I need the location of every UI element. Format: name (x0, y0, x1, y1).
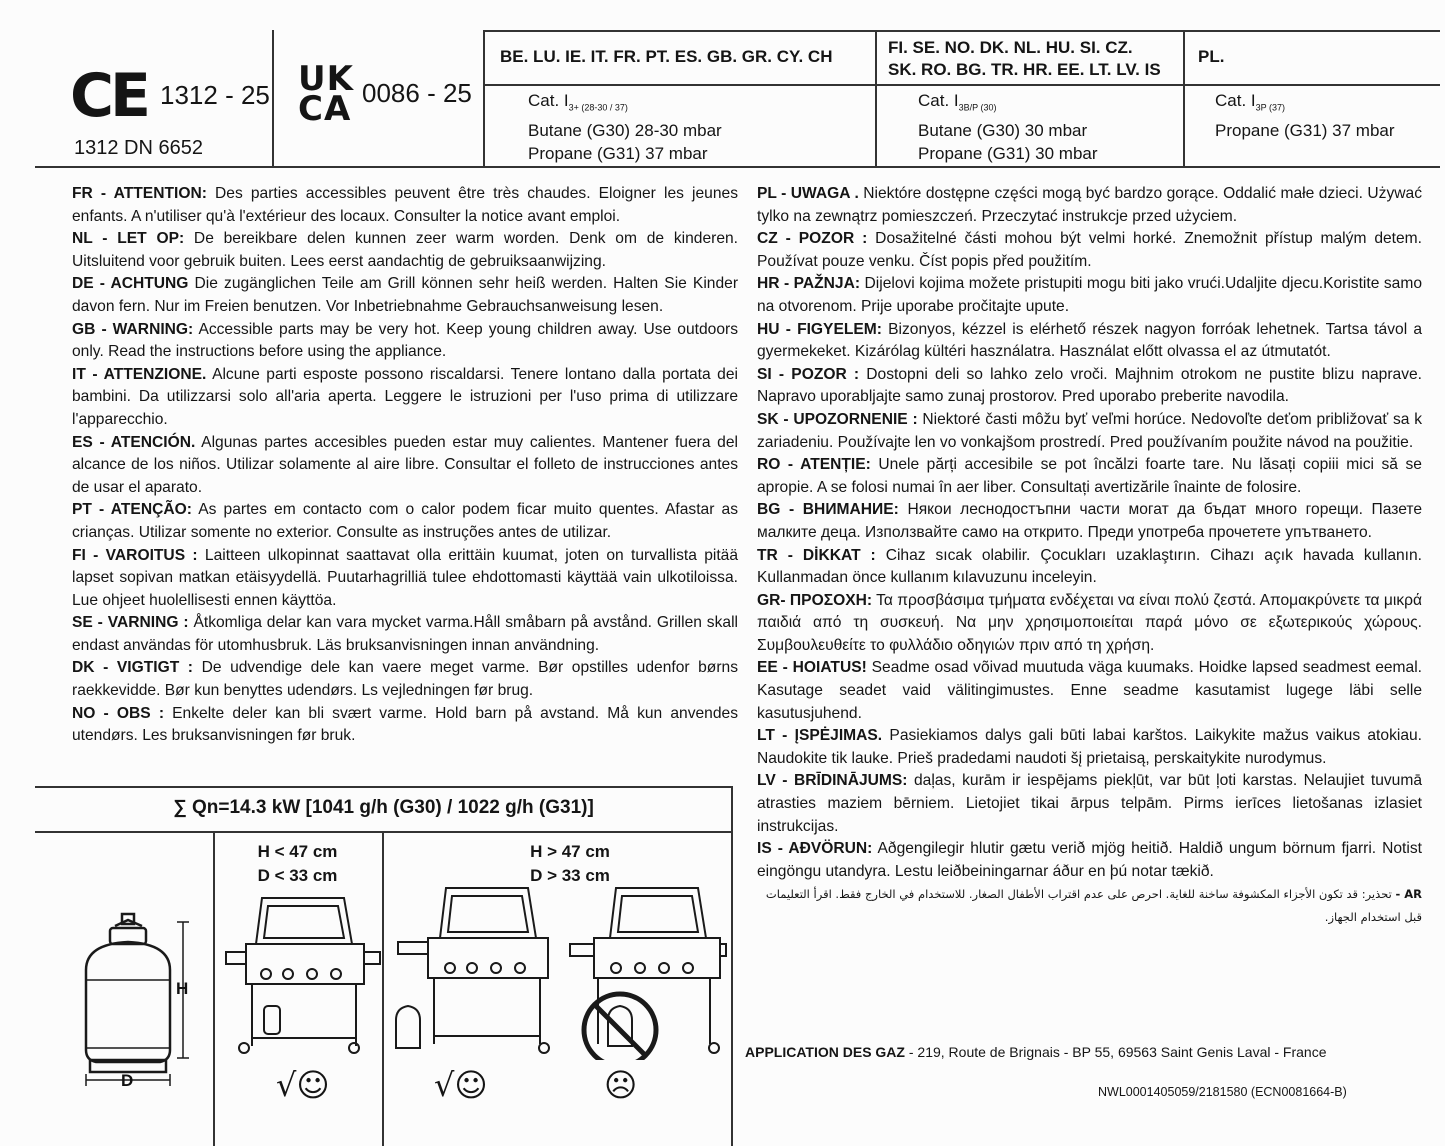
manufacturer: APPLICATION DES GAZ - 219, Route de Brignais - BP 55, 69563 Saint Genis Laval - France (745, 1044, 1327, 1060)
grill-cylinder-inside-illustration (222, 888, 382, 1058)
warning-cz: CZ - POZOR : Dosažitelné části mohou být velmi horké. Znemožnit přístup malým detem. Používat pouze venku. Číst popis před použitím. (757, 230, 1422, 270)
warning-ar: AR - تحذير: قد تكون الأجزاء المكشوفة ساخنة للغاية. احرص على عدم اقتراب الأطفال الصغار. للاستخدام في الخارج فقط. اقرأ التعليمات قبل استخدام الجهاز. (765, 887, 1422, 924)
warning-pl: PL - UWAGA . Niektóre dostępne części mogą być bardzo gorące. Oddalić małe dzieci. Używać tylko na zewnątrz pomieszczeń. Przeczytać instrukcje przed użyciem. (757, 185, 1423, 225)
ce-mark: CE (70, 61, 148, 131)
warning-de: DE - ACHTUNG Die zugänglichen Teile am Grill können sehr heiß werden. Halten Sie Kinder davon fern. Nur im Freien benutzen. Vor Inbetriebnahme Gebrauchsanweisung lesen. (72, 275, 739, 315)
grill-forbidden-illustration (564, 880, 730, 1060)
warning-hu: HU - FIGYELEM: Bizonyos, kézzel is elérhető részek nagyon forróak lehetnek. Tartsa távol a gyermekeket. Kizárólag kültéri használatra. Használat előtt olvassa el az útmutatót. (757, 320, 1423, 361)
warning-fr: FR - ATTENTION: Des parties accessibles peuvent être très chaudes. Eloigner les jeunes enfants. A n'utiliser qu'à l'extérieur des locaux. Consulter la notice avant emploi. (72, 185, 738, 225)
gas-countries-2: FI. SE. NO. DK. NL. HU. SI. CZ. SK. RO. BG. TR. HR. EE. LT. LV. IS (888, 38, 1161, 79)
ce-code: 1312 DN 6652 (74, 137, 203, 159)
warnings-left (72, 183, 738, 748)
warning-it: IT - ATTENZIONE. Alcune parti esposte possono riscaldarsi. Tenere lontano dalla portata dei bambini. Da utilizzarsi solo all'aria aperta. Leggere le istruzioni per l'uso prima di utilizzare l'apparecchio. (72, 365, 738, 428)
warning-lt: LT - ĮSPĖJIMAS. Pasiekiamos dalys gali būti labai karštos. Laikykite mažus vaikus atokiau. Naudokite tik lauke. Prieš pradedami naudoti šį prietaisą, perskaitykite nurodymus. (757, 727, 1423, 767)
gas-countries-3: PL. (1198, 47, 1225, 66)
warning-lv: LV - BRĪDINĀJUMS: daļas, kurām ir iespējams piekļūt, var būt ļoti karstas. Nelaujiet tuvumā atrasties maziem bērniem. Lietojiet tikai ārpus telpām. Pirms ierīces lietošanas izlasiet instrukcijas. (757, 772, 1422, 835)
ukca-number: 0086 - 25 (362, 78, 472, 108)
warning-se: SE - VARNING : Åtkomliga delar kan vara mycket varma.Håll småbarn på avstånd. Grillen skall endast användas för utomhusbruk. Läs bruksanvisningen innan användning. (72, 614, 738, 654)
warnings-right (757, 183, 1422, 929)
warning-hr: HR - PAŽNJA: Dijelovi kojima možete pristupiti mogu biti jako vrući.Udaljite djecu.Koristite samo na otvorenom. Prije uporabe pročitajte upute. (757, 275, 1422, 315)
warning-sk: SK - UPOZORNENIE : Niektoré časti môžu byť veľmi horúce. Nedovoľte deťom približovať sa k zariadeniu. Používajte len vo vonkajšom prostredí. Pred používaním použite návod na použitie. (757, 410, 1422, 451)
gas-category-3: Cat. $I_{3P (37)}$ Propane (G31) 37 mbar (1215, 91, 1395, 141)
diameter-label: D (121, 1071, 134, 1090)
warning-ro: RO - ATENȚIE: Unele părți accesibile se pot încălzi foarte tare. Nu lăsați copiii mici să se apropie. A se folosi numai în aer liber. Consultați avertizările înainte de folosire. (757, 456, 1422, 496)
gas-category-1: Cat. $I_{3+ (28-30 / 37)}$ Butane (G30) 28-30 mbar Propane (G31) 37 mbar (528, 91, 722, 164)
height-label: H (176, 979, 189, 998)
warning-pt: PT - ATENÇÃO: As partes em contacto com o calor podem ficar muito quentes. Afastar as crianças. Utilizar somente no exterior. Consulte as instruções antes de utilizar. (72, 501, 738, 541)
allowed-symbol-small: √☺ (276, 1066, 330, 1104)
gas-cylinder-illustration (70, 910, 210, 1100)
warning-dk: DK - VIGTIGT : De udvendige dele kan vaere meget varme. Bør opstilles udenfor børns raekkevidde. Bør kun benyttes udendørs. Ls vejledningen før brug. (72, 659, 738, 700)
reference-code: NWL0001405059/2181580 (ECN0081664-B) (1098, 1085, 1347, 1099)
large-cylinder-limits: H > 47 cm D > 33 cm (530, 842, 610, 885)
forbidden-symbol: ☹ (604, 1066, 638, 1104)
warning-ee: EE - HOIATUS! Seadme osad võivad muutuda väga kuumaks. Hoidke lapsed seadmest eemal. Kasutage seadet vaid välitingimustes. Enne seadme kasutamist lugege läbi selle kasutusjuhend. (757, 659, 1422, 722)
gas-category-2: Cat. $I_{3B/P (30)}$ Butane (G30) 30 mbar Propane (G31) 30 mbar (918, 91, 1098, 164)
warning-nl: NL - LET OP: De bereikbare delen kunnen zeer warm worden. Denk om de kinderen. Uitsluitend voor gebruik buiten. Lees eerst aandachtig de gebruiksaanwijzing. (72, 230, 738, 270)
allowed-symbol-outside: √☺ (434, 1066, 488, 1104)
warning-bg: BG - ВНИМАНИЕ: Някои леснодостъпни части могат да бъдат много горещи. Пазете малките деца. Използвайте само на открито. Преди употреба прочетете упътването. (757, 501, 1422, 541)
warning-no: NO - OBS : Enkelte deler kan bli svært varme. Hold barn på avstand. Må kun anvendes utendørs. Les bruksanvisningen før bruk. (72, 704, 738, 745)
warning-is: IS - AÐVÖRUN: Aðgengilegir hlutir gætu verið mjög heitið. Haldið ungum börnum fjarri. Notist eingöngu utandyra. Lestu leiðbeiningarnar áður en þú notar tækið. (757, 840, 1422, 880)
warning-tr: TR - DİKKAT : Cihaz sıcak olabilir. Çocukları uzaklaştırın. Cihazı açık havada kullanın. Kullanmadan önce kullanım kılavuzunu inceleyin. (757, 546, 1422, 587)
warning-gr: GR- ΠΡΟΣΟΧΗ: Τα προσβάσιμα τμήματα ενδέχεται να είναι πολύ ζεστά. Απομακρύνετε τα μικρά παιδιά από τη συσκευή. Να μην χρησιμοποιείται παρά μόνο σε εξωτερικούς χώρους. Συμβουλευθείτε το φυλλάδιο οδηγιών πριν από τη χρήση. (757, 591, 1422, 654)
warning-fi: FI - VAROITUS : Laitteen ulkopinnat saattavat olla erittäin kuumat, joten on turvallista pitää lapset sopivan matkan etäisyydellä. Puutarhagrilliä tulee ehdottomasti käyttää vain ulkotiloissa. Lue ohjeet huolellisesti ennen käyttöa. (72, 546, 739, 609)
power-rating: ∑ Qn=14.3 kW [1041 g/h (G30) / 1022 g/h (G31)] (173, 797, 594, 818)
warning-si: SI - POZOR : Dostopni deli so lahko zelo vroči. Majhnim otrokom ne pustite blizu naprave. Napravo uporabljajte samo zunaj prostorov. Pred uporabo preberite navodila. (757, 365, 1423, 406)
ukca-mark: UK CA (298, 59, 354, 129)
warning-es: ES - ATENCIÓN. Algunas partes accesibles pueden estar muy calientes. Mantener fuera del alcance de los niños. Utilizar solamente al aire libre. Consultar el folleto de instrucciones antes de usar el aparato. (72, 433, 738, 496)
small-cylinder-limits: H < 47 cm D < 33 cm (257, 842, 338, 885)
gas-countries-1: BE. LU. IE. IT. FR. PT. ES. GB. GR. CY. CH (500, 47, 833, 66)
warning-gb: GB - WARNING: Accessible parts may be very hot. Keep young children away. Use outdoors only. Read the instructions before using the appliance. (72, 320, 738, 361)
ce-number: 1312 - 25 (160, 80, 270, 110)
grill-cylinder-outside-illustration (394, 880, 564, 1060)
